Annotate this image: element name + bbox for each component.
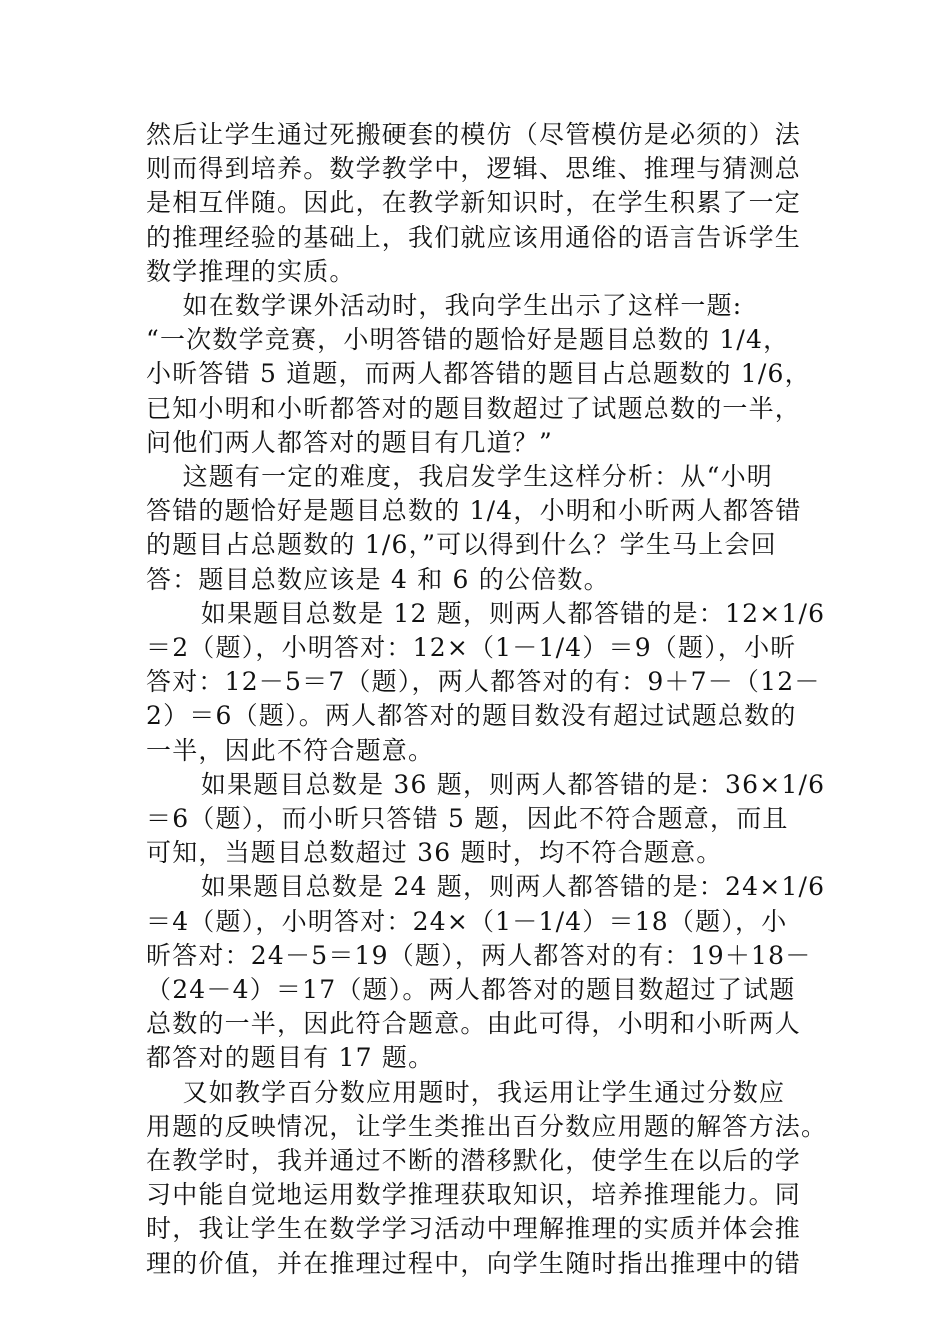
text-line: 数学推理的实质。 (146, 256, 356, 286)
text-line: 是相互伴随。因此，在教学新知识时，在学生积累了一定 (146, 188, 802, 218)
text-line: 这题有一定的难度，我启发学生这样分析：从“小明 (146, 462, 773, 491)
text-line: 可知，当题目总数超过 36 题时，均不符合题意。 (146, 838, 723, 868)
text-line: 都答对的题目有 17 题。 (146, 1043, 435, 1073)
text-line: ＝4（题），小明答对：24×（1－1/4）＝18（题），小 (146, 906, 788, 936)
text-line: 然后让学生通过死搬硬套的模仿（尽管模仿是必须的）法 (146, 120, 802, 149)
text-line: 的推理经验的基础上，我们就应该用通俗的语言告诉学生 (146, 222, 802, 252)
text-line: 如果题目总数是 36 题，则两人都答错的是：36×1/6 (146, 769, 826, 799)
text-line: 如果题目总数是 12 题，则两人都答错的是：12×1/6 (146, 598, 826, 628)
text-line: 如在数学课外活动时，我向学生出示了这样一题: (146, 291, 743, 320)
text-line: 的题目占总题数的 1/6，”可以得到什么？学生马上会回 (146, 530, 777, 560)
text-line: 用题的反映情况，让学生类推出百分数应用题的解答方法。 (146, 1111, 828, 1141)
text-line: 理的价值，并在推理过程中，向学生随时指出推理中的错 (146, 1248, 802, 1278)
text-line: 问他们两人都答对的题目有几道？” (146, 427, 553, 457)
text-line: 答对：12－5＝7（题），两人都答对的有：9＋7－（12－ (146, 667, 821, 697)
text-line: 又如教学百分数应用题时，我运用让学生通过分数应 (146, 1077, 786, 1107)
text-line: 总数的一半，因此符合题意。由此可得，小明和小昕两人 (146, 1009, 802, 1039)
text-line: “一次数学竞赛，小明答错的题恰好是题目总数的 1/4， (146, 325, 790, 355)
text-line: ＝6（题），而小昕只答错 5 题，因此不符合题意，而且 (146, 804, 789, 833)
text-line: 小昕答错 5 道题，而两人都答错的题目占总题数的 1/6， (146, 359, 811, 389)
text-line: 则而得到培养。数学教学中，逻辑、思维、推理与猜测总 (146, 154, 802, 184)
text-line: ＝2（题），小明答对：12×（1－1/4）＝9（题），小昕 (146, 633, 797, 662)
text-line: 一半，因此不符合题意。 (146, 735, 435, 765)
text-line: 昕答对：24－5＝19（题），两人都答对的有：19＋18－ (146, 940, 812, 970)
text-line: 时，我让学生在数学学习活动中理解推理的实质并体会推 (146, 1214, 802, 1244)
text-line: 2）＝6（题）。两人都答对的题目数没有超过试题总数的 (146, 701, 797, 731)
text-line: 习中能自觉地运用数学推理获取知识，培养推理能力。同 (146, 1180, 802, 1210)
text-line: （24－4）＝17（题）。两人都答对的题目数超过了试题 (146, 975, 796, 1004)
text-line: 答错的题恰好是题目总数的 1/4，小明和小昕两人都答错 (146, 496, 802, 526)
text-line: 答：题目总数应该是 4 和 6 的公倍数。 (146, 564, 610, 594)
text-line: 已知小明和小昕都答对的题目数超过了试题总数的一半， (146, 393, 802, 423)
text-line: 如果题目总数是 24 题，则两人都答错的是：24×1/6 (146, 872, 826, 902)
text-line: 在教学时，我并通过不断的潜移默化，使学生在以后的学 (146, 1146, 802, 1175)
